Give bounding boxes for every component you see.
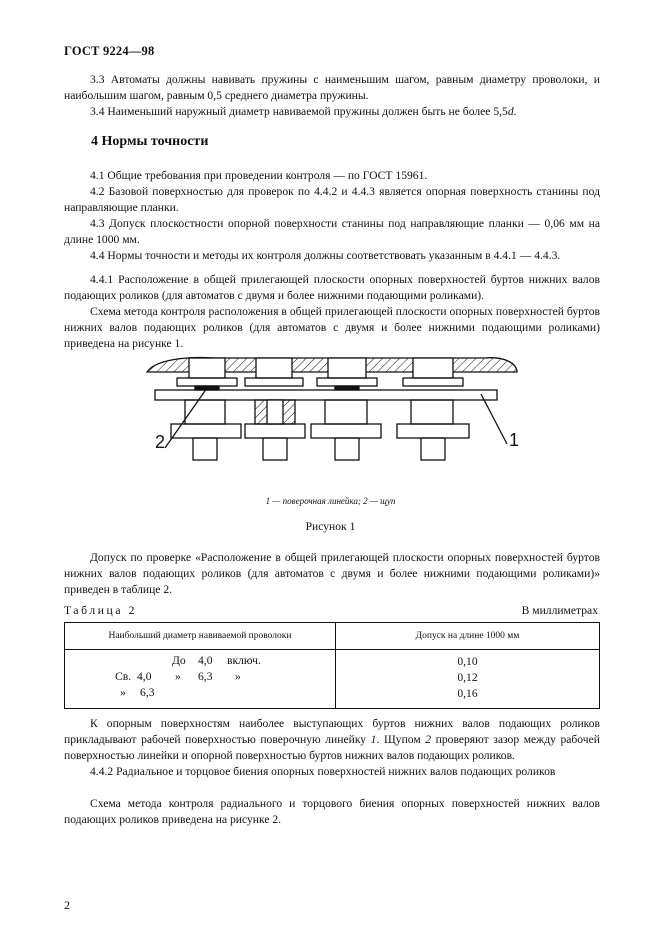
figure-1-drawing	[125, 344, 535, 474]
paragraph-4-4-2: 4.4.2 Радиальное и торцовое биения опорных поверхностей нижних валов подающих роликов	[90, 765, 556, 778]
table-cell: включ.	[227, 654, 261, 667]
paragraph-4-1: 4.1 Общие требования при проведении контроля — по ГОСТ 15961.	[90, 169, 428, 182]
paragraph-3-3: 3.3 Автоматы должны навивать пружины с наименьшим шагом, равным диаметру проволоки, и наибольшим шагом, равным 0,5 среднего диаметра пружины.	[64, 73, 600, 102]
table-header-diameter: Наибольший диаметр навиваемой проволоки	[65, 623, 336, 650]
paragraph-4-4-1: 4.4.1 Расположение в общей прилегающей плоскости опорных поверхностей буртов нижних валов подающих роликов (для автоматов с двумя и более нижними подающими роликами).	[64, 273, 600, 302]
page-number: 2	[64, 898, 70, 912]
table-cell: »	[235, 670, 241, 683]
table-cell: Св.	[115, 670, 132, 683]
paragraph-4-4: 4.4 Нормы точности и методы их контроля должны соответствовать указанным в 4.4.1 — 4.4.3.	[90, 249, 561, 262]
paragraph-scheme-1: Схема метода контроля расположения в общей прилегающей плоскости опорных поверхностей буртов нижних валов подающих роликов (для автоматов с двумя и более нижними подающими роликами) приведена на рисунке 1.	[64, 305, 600, 350]
table-cell: »	[120, 686, 126, 699]
table-cell: 4,0	[198, 654, 213, 667]
table-2	[64, 622, 600, 709]
table-caption: Таблица 2	[64, 604, 137, 617]
table-cell: 0,12	[457, 671, 478, 684]
table-diameter-cell	[65, 650, 336, 709]
paragraph-3-4: 3.4 Наименьший наружный диаметр навиваемой пружины должен быть не более 5,5d.	[90, 105, 517, 118]
document-header: ГОСТ 9224—98	[64, 44, 155, 58]
paragraph-4-2: 4.2 Базовой поверхностью для проверок по 4.4.2 и 4.4.3 является опорная поверхность станины под направляющие планки.	[64, 185, 600, 214]
table-cell: 4,0	[137, 670, 152, 683]
paragraph-apply: К опорным поверхностям наиболее выступающих буртов нижних валов подающих роликов прикладывают рабочей поверхностью поверочную линейку 1. Щупом 2 проверяют зазор между рабочей поверхностью линейки и опорной поверхностью буртов нижних валов подающих роликов.	[64, 717, 600, 762]
table-cell: До	[172, 654, 186, 667]
paragraph-4-3: 4.3 Допуск плоскостности опорной поверхности станины под направляющие планки — 0,06 мм на длине 1000 мм.	[64, 217, 600, 246]
paragraph-scheme-2: Схема метода контроля радиального и торцового биения опорных поверхностей нижних валов подающих роликов приведена на рисунке 2.	[64, 797, 600, 826]
table-cell: 0,10	[457, 655, 478, 668]
paragraph-tolerance: Допуск по проверке «Расположение в общей прилегающей плоскости опорных поверхностей буртов нижних валов подающих роликов (для автоматов с двумя и более нижними подающими роликами)» приведен в таблице 2.	[64, 551, 600, 596]
table-unit: В миллиметрах	[521, 604, 598, 617]
table-cell: 6,3	[198, 670, 213, 683]
table-cell: 0,16	[457, 687, 478, 700]
section-title: 4 Нормы точности	[91, 134, 209, 149]
figure-label-1: 1	[509, 430, 520, 450]
figure-label-2: 2	[155, 432, 166, 452]
figure-caption: Рисунок 1	[305, 520, 356, 533]
figure-legend: 1 — поверочная линейка; 2 — щуп	[265, 496, 396, 506]
table-cell: 6,3	[140, 686, 155, 699]
table-tolerance-cell	[336, 650, 600, 709]
table-cell: »	[175, 670, 181, 683]
table-header-tolerance: Допуск на длине 1000 мм	[336, 623, 600, 650]
